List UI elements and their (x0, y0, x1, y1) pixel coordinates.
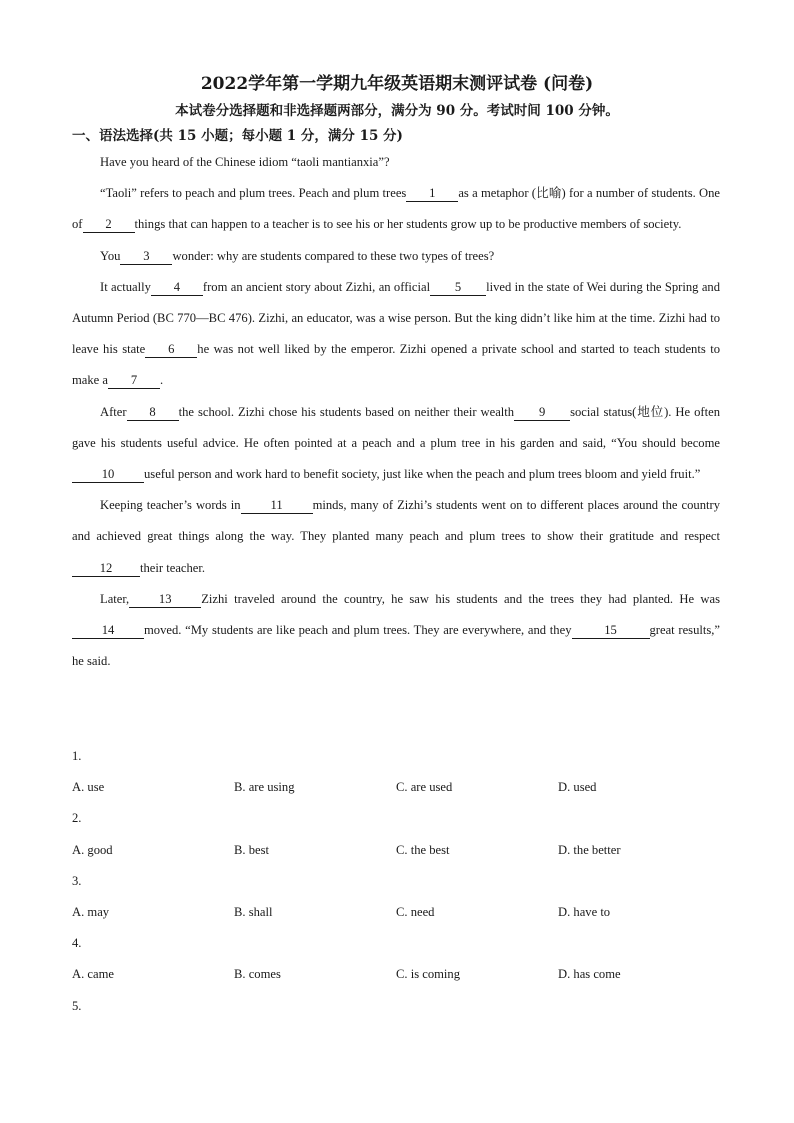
option-b[interactable]: B. comes (234, 967, 281, 982)
paragraph-5 (72, 397, 720, 491)
text-segment: social status(地位). He often gave his students useful advice. He often pointed at a peach and a plum tree in his garden and said, “You should become (72, 404, 720, 450)
text-segment: lived in the state of Wei during the Spring and Autumn Period (BC 770—BC 476). Zizhi, an educator, was a wise person. But the king didn’t like him at the time. Zizhi had to leave his state (72, 279, 721, 357)
text-segment: the school. Zizhi chose his students based on neither their wealth (178, 404, 515, 419)
option-row (72, 772, 720, 803)
option-row (72, 897, 720, 928)
blank-9: 9 (514, 405, 570, 421)
text-segment: It actually (100, 279, 151, 294)
option-d[interactable]: D. has come (558, 967, 621, 982)
exam-title: 2022学年第一学期九年级英语期末测评试卷 (问卷) (200, 74, 594, 94)
option-b[interactable]: B. shall (234, 904, 273, 919)
blank-8: 8 (127, 405, 179, 421)
question-number: 3. (72, 873, 82, 888)
option-a[interactable]: A. may (72, 904, 110, 919)
option-d[interactable]: D. have to (558, 904, 611, 919)
text-segment: minds, many of Zizhi’s students went on to different places around the country and achieved great things along the way. They planted many peach and plum trees to show their gratitude and respect (72, 498, 720, 544)
text-segment: as a metaphor (比喻) for a number of students. One of (72, 186, 720, 232)
question-number: 2. (72, 811, 82, 826)
section-heading: 一、语法选择(共 15 小题；每小题 1 分，满分 15 分) (72, 128, 403, 144)
option-row (72, 835, 720, 866)
blank-6: 6 (145, 342, 197, 358)
blank-13: 13 (129, 592, 201, 608)
option-b[interactable]: B. are using (234, 780, 295, 795)
blank-12: 12 (72, 561, 140, 577)
paragraph-6 (72, 490, 720, 584)
blank-3: 3 (120, 249, 172, 265)
text-segment: . (160, 373, 164, 388)
option-a[interactable]: A. came (72, 967, 114, 982)
text-segment: things that can happen to a teacher is to see his or her students grow up to be productive members of society. (134, 217, 682, 232)
option-c[interactable]: C. is coming (396, 967, 461, 982)
blank-2: 2 (83, 217, 135, 233)
question-list (72, 741, 720, 1022)
text-segment: Keeping teacher’s words in (100, 498, 241, 513)
blank-1: 1 (406, 186, 458, 202)
blank-7: 7 (108, 373, 160, 389)
text-segment: Later, (100, 591, 130, 606)
paragraph-7 (72, 584, 720, 678)
option-row (72, 959, 720, 990)
blank-14: 14 (72, 623, 144, 639)
paragraph-2 (72, 178, 720, 240)
text-segment: wonder: why are students compared to these two types of trees? (172, 248, 495, 263)
text-segment: You (100, 248, 121, 263)
text-segment: he was not well liked by the emperor. Zizhi opened a private school and started to teach students to make a (72, 342, 721, 388)
question-number: 5. (72, 998, 82, 1013)
text-segment: moved. “My students are like peach and plum trees. They are everywhere, and they (144, 623, 572, 638)
option-d[interactable]: D. used (558, 780, 597, 795)
option-d[interactable]: D. the better (558, 842, 621, 857)
option-c[interactable]: C. the best (396, 842, 450, 857)
option-c[interactable]: C. need (396, 904, 435, 919)
option-c[interactable]: C. are used (396, 780, 453, 795)
blank-11: 11 (241, 498, 313, 514)
text-segment: great results,” he said. (72, 623, 721, 669)
paragraph-1: Have you heard of the Chinese idiom “taoli mantianxia”? (100, 155, 390, 169)
text-segment: After (100, 404, 127, 419)
blank-10: 10 (72, 467, 144, 483)
text-segment: useful person and work hard to benefit society, just like when the peach and plum trees bloom and yield fruit.” (144, 467, 701, 482)
text-segment: “Taoli” refers to peach and plum trees. Peach and plum trees (100, 186, 407, 201)
blank-15: 15 (572, 623, 650, 639)
question-number: 4. (72, 936, 82, 951)
blank-5: 5 (430, 280, 486, 296)
blank-4: 4 (151, 280, 203, 296)
text-segment: from an ancient story about Zizhi, an official (202, 279, 431, 294)
option-a[interactable]: A. use (72, 780, 105, 795)
text-segment: their teacher. (140, 560, 206, 575)
cloze-passage (72, 147, 720, 677)
exam-instructions: 本试卷分选择题和非选择题两部分，满分为 90 分。考试时间 100 分钟。 (175, 103, 619, 119)
option-a[interactable]: A. good (72, 842, 113, 857)
text-segment: Zizhi traveled around the country, he saw his students and the trees they had planted. He was (201, 591, 720, 606)
option-b[interactable]: B. best (234, 842, 269, 857)
paragraph-3 (72, 241, 720, 272)
paragraph-4 (72, 272, 720, 397)
question-number: 1. (72, 749, 82, 763)
